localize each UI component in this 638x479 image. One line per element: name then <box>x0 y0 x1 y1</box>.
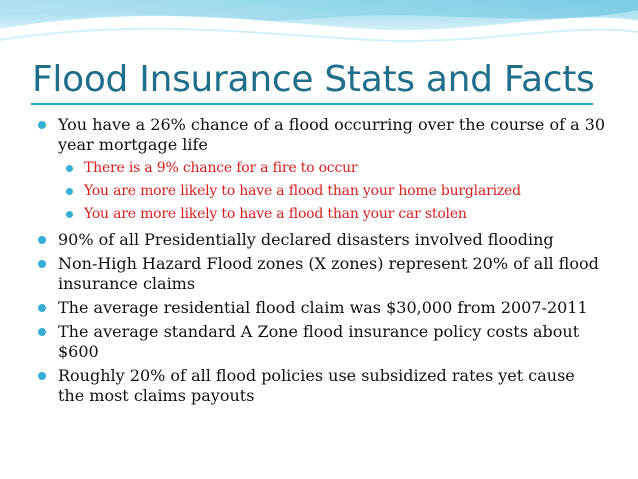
list-item <box>36 254 606 294</box>
title-divider <box>31 103 593 105</box>
bullet-list <box>36 115 606 410</box>
bullet-icon <box>38 260 46 268</box>
page-title: Flood Insurance Stats and Facts <box>32 59 595 100</box>
bullet-text: Non-High Hazard Flood zones (X zones) represent 20% of all flood insurance claims <box>58 254 599 293</box>
bullet-icon <box>66 165 73 172</box>
bullet-text: Roughly 20% of all flood policies use subsidized rates yet cause the most claims payouts <box>58 366 575 405</box>
sub-bullet-text: You are more likely to have a flood than your home burglarized <box>84 183 521 199</box>
sub-list-item <box>36 205 606 224</box>
list-item <box>36 366 606 406</box>
bullet-text: The average residential flood claim was $30,000 from 2007-2011 <box>58 298 588 317</box>
bullet-icon <box>66 188 73 195</box>
list-item <box>36 322 606 362</box>
bullet-group-1 <box>36 115 606 224</box>
sub-list-item <box>36 159 606 178</box>
list-item <box>36 230 606 250</box>
bullet-icon <box>38 372 46 380</box>
bullet-text: The average standard A Zone flood insurance policy costs about $600 <box>58 322 580 361</box>
bullet-icon <box>38 236 46 244</box>
sub-list-item <box>36 182 606 201</box>
wave-decoration-icon <box>0 0 638 60</box>
bullet-icon <box>38 304 46 312</box>
bullet-text: 90% of all Presidentially declared disasters involved flooding <box>58 230 554 249</box>
sub-bullet-text: You are more likely to have a flood than your car stolen <box>84 206 467 222</box>
bullet-icon <box>38 328 46 336</box>
list-item <box>36 298 606 318</box>
bullet-icon <box>38 121 46 129</box>
bullet-icon <box>66 211 73 218</box>
list-item <box>36 115 606 155</box>
bullet-text: You have a 26% chance of a flood occurring over the course of a 30 year mortgage life <box>58 115 606 154</box>
sub-bullet-text: There is a 9% chance for a fire to occur <box>84 160 358 176</box>
